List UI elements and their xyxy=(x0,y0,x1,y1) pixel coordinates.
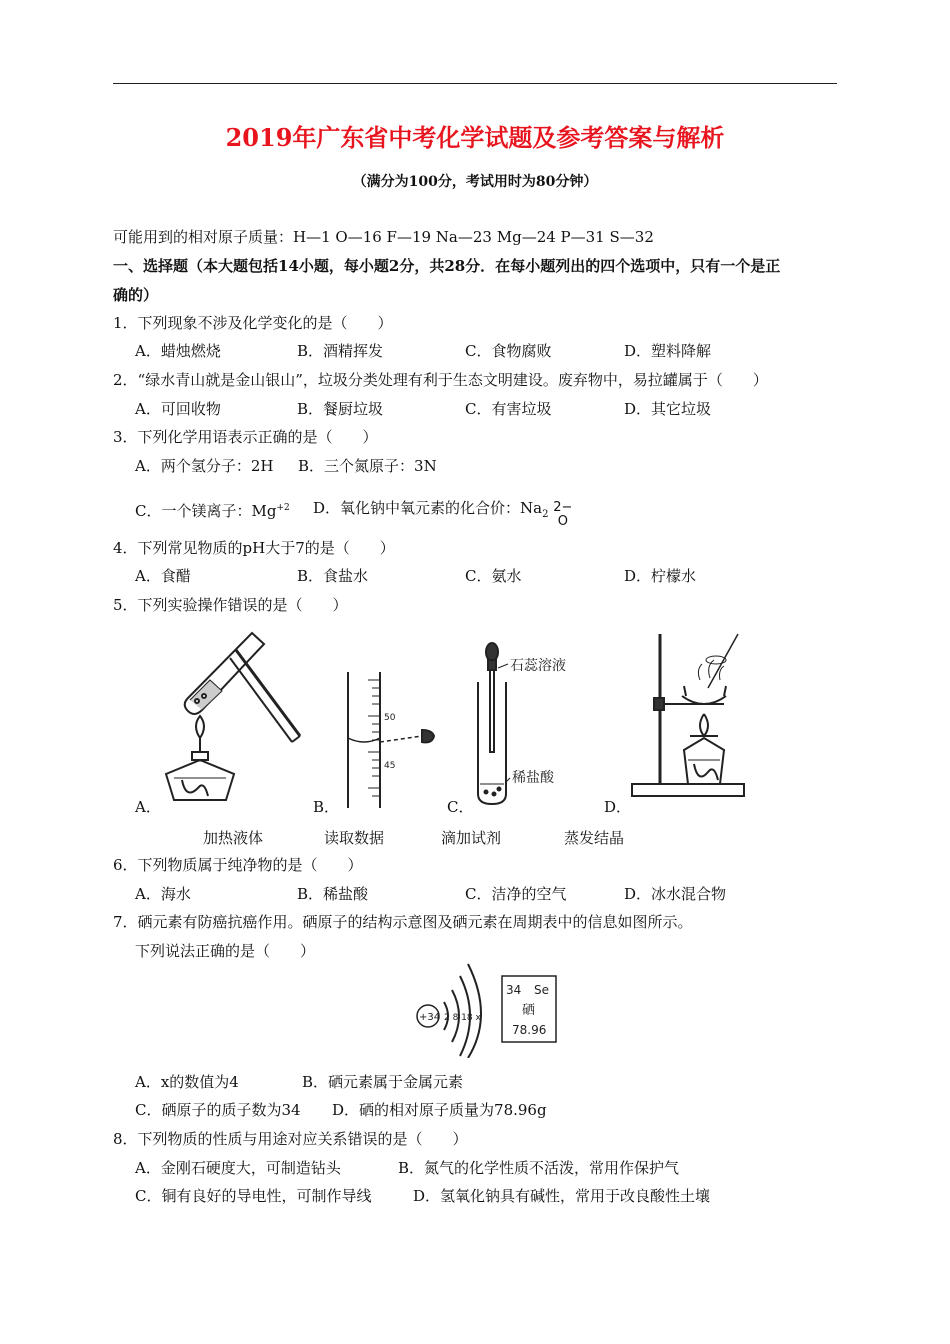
q2-option-a: A．可回收物 xyxy=(135,400,221,418)
q3-option-a: A．两个氢分子：2H xyxy=(135,457,274,475)
q7-stem-line2: 下列说法正确的是（ ） xyxy=(135,942,316,960)
tile-symbol: Se xyxy=(534,983,549,997)
q6-option-d: D．冰水混合物 xyxy=(624,885,727,903)
q3-valence-element: O xyxy=(557,514,568,529)
q7-option-d: D．硒的相对原子质量为78.96g xyxy=(332,1101,547,1119)
q1-option-d: D．塑料降解 xyxy=(624,342,712,360)
q2-option-c: C．有害垃圾 xyxy=(465,400,552,418)
q6-option-b: B．稀盐酸 xyxy=(297,885,369,903)
q5-option-c: C． xyxy=(447,798,474,816)
q1-stem: 1．下列现象不涉及化学变化的是（ ） xyxy=(113,314,393,332)
q1-option-a: A．蜡烛燃烧 xyxy=(135,342,221,360)
q8-option-d: D．氢氧化钠具有碱性，常用于改良酸性土壤 xyxy=(413,1187,711,1205)
q5-option-d: D． xyxy=(604,798,632,816)
q3-option-d-text: D．氧化钠中氧元素的化合价：Na xyxy=(313,499,543,517)
q3-option-c-charge: +2 xyxy=(276,503,290,513)
q5-caption-d: 蒸发结晶 xyxy=(564,829,625,847)
q8-option-a: A．金刚石硬度大，可制造钻头 xyxy=(135,1159,341,1177)
q3-stem: 3．下列化学用语表示正确的是（ ） xyxy=(113,428,378,446)
header-rule xyxy=(113,83,837,84)
dropper-label-litmus: 石蕊溶液 xyxy=(510,658,566,674)
q3-option-c-text: C．一个镁离子：Mg xyxy=(135,502,277,520)
q5-caption-c: 滴加试剂 xyxy=(441,829,502,847)
q2-stem: 2．“绿水青山就是金山银山”，垃圾分类处理有利于生态文明建设。废弃物中，易拉罐属于（ ） xyxy=(113,371,768,389)
q6-option-c: C．洁净的空气 xyxy=(465,885,567,903)
q4-option-a: A．食醋 xyxy=(135,567,191,585)
q3-option-b: B．三个氮原子：3N xyxy=(298,457,437,475)
dropper-label-acid: 稀盐酸 xyxy=(512,770,554,786)
figure-dropper xyxy=(470,642,590,810)
q4-stem: 4．下列常见物质的pH大于7的是（ ） xyxy=(113,539,395,557)
q5-caption-a: 加热液体 xyxy=(203,829,264,847)
q4-option-c: C．氨水 xyxy=(465,567,522,585)
q8-stem: 8．下列物质的性质与用途对应关系错误的是（ ） xyxy=(113,1130,468,1148)
q1-option-c: C．食物腐败 xyxy=(465,342,552,360)
figure-selenium xyxy=(408,962,568,1058)
q5-caption-b: 读取数据 xyxy=(324,829,385,847)
atomic-mass-info: 可能用到的相对原子质量：H—1 O—16 F—19 Na—23 Mg—24 P—31 S—32 xyxy=(113,228,654,246)
q5-option-a: A． xyxy=(135,798,161,816)
q7-option-a: A．x的数值为4 xyxy=(135,1073,239,1091)
cylinder-mark-45: 45 xyxy=(384,761,396,771)
selenium-shells: 2 8 18 x xyxy=(444,1013,481,1023)
q2-option-d: D．其它垃圾 xyxy=(624,400,712,418)
q5-stem: 5．下列实验操作错误的是（ ） xyxy=(113,596,348,614)
selenium-nucleus: +34 xyxy=(419,1012,441,1023)
exam-title: 2019年广东省中考化学试题及参考答案与解析 xyxy=(225,123,725,152)
cylinder-mark-50: 50 xyxy=(384,713,396,723)
tile-name: 硒 xyxy=(522,1003,536,1018)
section-heading-line1: 一、选择题（本大题包括14小题，每小题2分，共28分．在每小题列出的四个选项中，只有一个是正 xyxy=(113,257,781,275)
q7-stem-line1: 7．硒元素有防癌抗癌作用。硒原子的结构示意图及硒元素在周期表中的信息如图所示。 xyxy=(113,913,693,931)
q7-option-b: B．硒元素属于金属元素 xyxy=(302,1073,464,1091)
q3-option-d xyxy=(313,498,572,529)
figure-heating-liquid xyxy=(160,628,310,806)
q3-valence-value: 2− xyxy=(553,500,573,515)
q8-option-c: C．铜有良好的导电性，可制作导线 xyxy=(135,1187,372,1205)
section-heading-line2: 确的） xyxy=(113,286,159,304)
q4-option-d: D．柠檬水 xyxy=(624,567,697,585)
q6-option-a: A．海水 xyxy=(135,885,191,903)
tile-atomic-mass: 78.96 xyxy=(512,1023,547,1037)
q5-option-b: B． xyxy=(313,798,340,816)
q3-option-c xyxy=(135,498,290,521)
q1-option-b: B．酒精挥发 xyxy=(297,342,384,360)
q7-option-c: C．硒原子的质子数为34 xyxy=(135,1101,301,1119)
q8-option-b: B．氮气的化学性质不活泼，常用作保护气 xyxy=(398,1159,680,1177)
q3-valence-notation xyxy=(553,501,572,529)
figure-evaporation xyxy=(630,626,746,804)
exam-subtitle: （满分为100分，考试用时为80分钟） xyxy=(352,174,598,190)
tile-atomic-number: 34 xyxy=(506,983,522,997)
q6-stem: 6．下列物质属于纯净物的是（ ） xyxy=(113,856,363,874)
figure-graduated-cylinder xyxy=(340,672,440,810)
q3-option-d-subscript: 2 xyxy=(542,509,549,520)
q2-option-b: B．餐厨垃圾 xyxy=(297,400,384,418)
q4-option-b: B．食盐水 xyxy=(297,567,369,585)
